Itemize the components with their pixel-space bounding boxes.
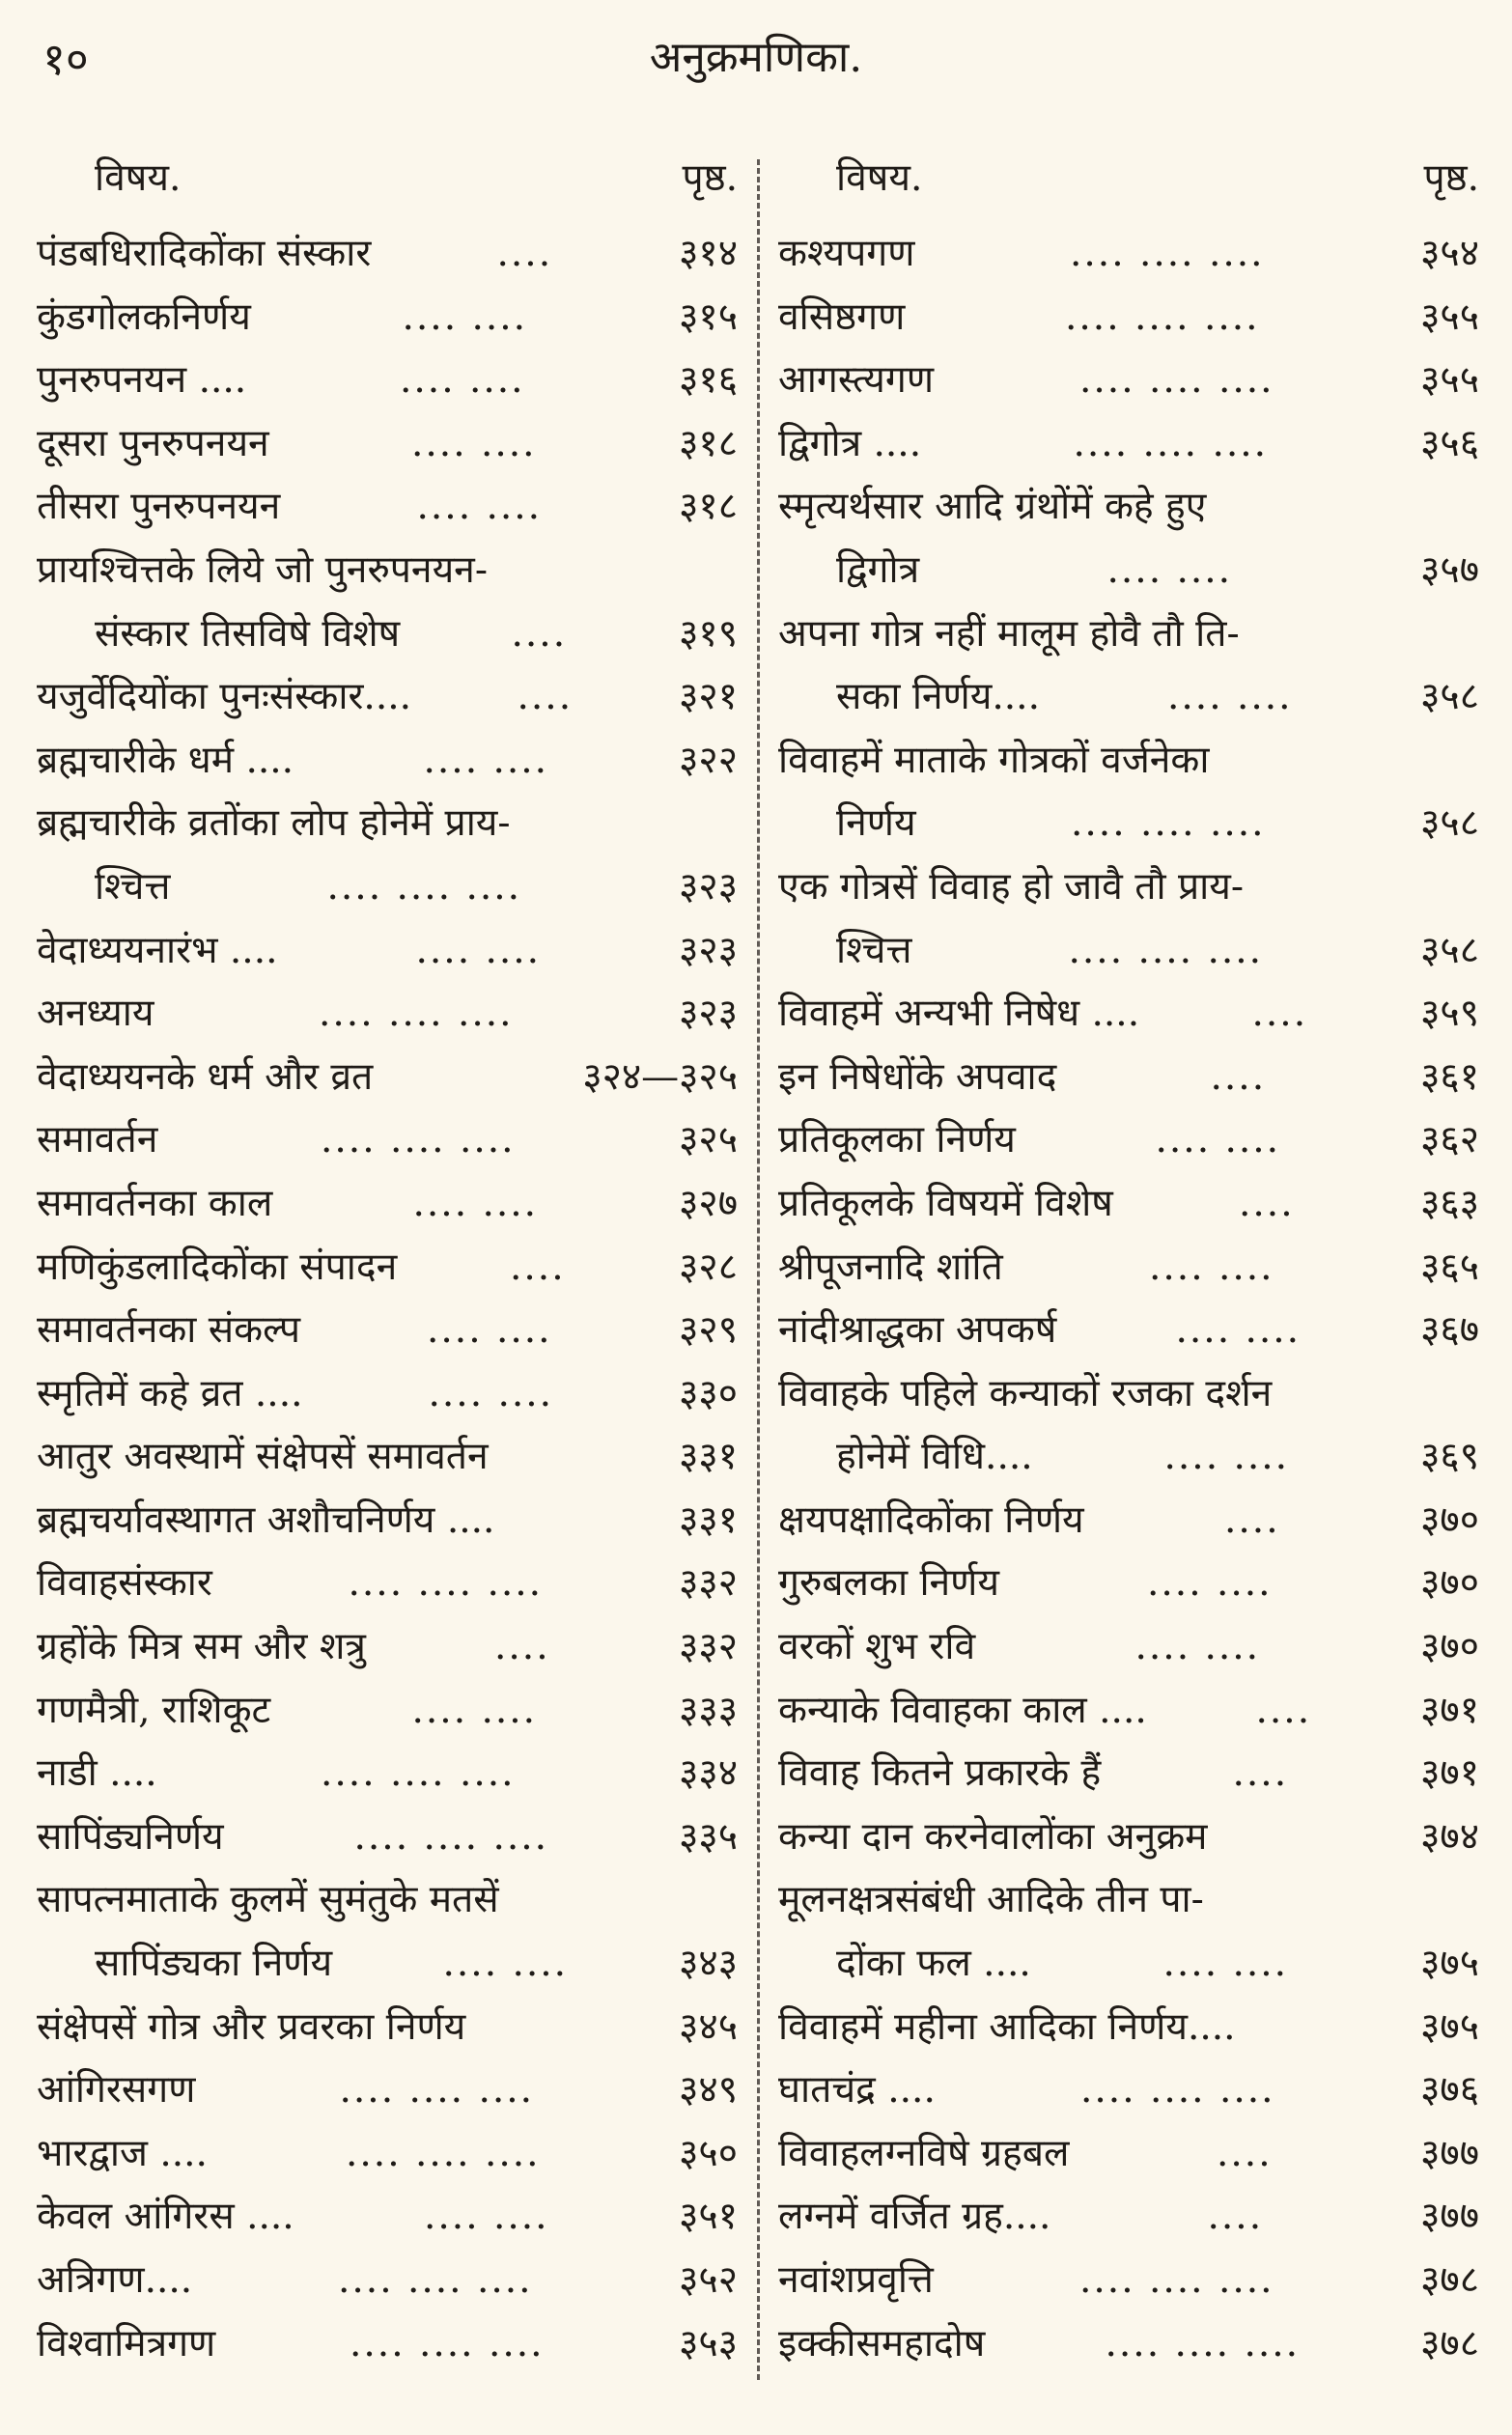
- entry-page-number: ३१५: [679, 294, 738, 339]
- entry-page-number: ३३०: [679, 1371, 738, 1415]
- dot-leader: .... ....: [1163, 1435, 1290, 1479]
- entry-page-number: ३४३: [679, 1942, 738, 1986]
- dot-leader: ....: [1239, 1181, 1295, 1225]
- entry-page-number: ३३१: [679, 1497, 738, 1542]
- dot-leader: .... .... ....: [321, 1751, 516, 1796]
- entry-page-number: ३७८: [1420, 2258, 1479, 2302]
- entry-title: वेदाध्ययनके धर्म और व्रत: [37, 1054, 374, 1099]
- index-entry: [778, 1552, 1483, 1615]
- index-entry: [778, 1299, 1483, 1362]
- entry-title: श्चित्त: [836, 928, 912, 972]
- entry-page-number: ३१८: [679, 421, 738, 465]
- dot-leader: .... .... ....: [346, 2131, 541, 2175]
- index-entry: [778, 475, 1483, 539]
- index-rows: [37, 222, 742, 2375]
- entry-title: विवाहलग्नविषे ग्रहबल: [778, 2131, 1070, 2175]
- index-entry: [37, 1932, 742, 1996]
- entry-page-number: ३२२: [679, 738, 738, 782]
- subject-heading: विषय.: [836, 156, 923, 200]
- dot-leader: ....: [511, 611, 568, 656]
- entry-title: ब्रह्मचर्यावस्थागत अशौचनिर्णय ....: [37, 1497, 495, 1542]
- index-entry: [778, 2058, 1483, 2122]
- entry-page-number: ३३२: [679, 1625, 738, 1669]
- entry-title: विवाहमें माताके गोत्रकों वर्जनेका: [778, 738, 1210, 782]
- dot-leader: .... ....: [402, 294, 528, 339]
- index-entry: [778, 412, 1483, 476]
- entry-title: सापिंड्यका निर्णय: [95, 1942, 333, 1986]
- entry-page-number: ३५६: [1420, 421, 1479, 465]
- index-entry: [37, 919, 742, 983]
- index-column-left: [37, 145, 742, 2375]
- entry-page-number: ३७१: [1420, 1688, 1479, 1732]
- entry-title: अनध्याय: [37, 992, 154, 1036]
- entry-page-number: ३२९: [679, 1308, 738, 1353]
- entry-title: कश्यपगण: [778, 232, 915, 275]
- index-entry: [37, 792, 742, 855]
- index-entry: [37, 1172, 742, 1236]
- entry-page-number: ३७०: [1420, 1561, 1479, 1606]
- dot-leader: .... .... ....: [1105, 2321, 1301, 2365]
- page-heading: पृष्ठ.: [682, 156, 738, 200]
- entry-page-number: ३७४: [1420, 1814, 1479, 1859]
- dot-leader: .... ....: [428, 1371, 554, 1415]
- index-entry: [778, 2122, 1483, 2186]
- dot-leader: .... ....: [416, 485, 543, 529]
- entry-page-number: ३६७: [1420, 1308, 1479, 1353]
- index-entry: [37, 982, 742, 1046]
- dot-leader: .... .... ....: [353, 1814, 549, 1859]
- entry-title: लग्नमें वर्जित ग्रह....: [778, 2195, 1051, 2239]
- dot-leader: .... ....: [412, 1181, 539, 1225]
- dot-leader: .... .... ....: [1071, 801, 1266, 846]
- entry-title: दोंका फल ....: [836, 1942, 1031, 1986]
- entry-title: द्विगोत्र ....: [778, 421, 922, 465]
- subject-heading: विषय.: [95, 156, 182, 200]
- entry-title: संक्षेपसें गोत्र और प्रवरका निर्णय: [37, 2004, 466, 2049]
- dot-leader: .... .... ....: [1068, 928, 1264, 972]
- entry-page-number: ३५८: [1420, 801, 1479, 846]
- entry-title: आगस्त्यगण: [778, 358, 935, 403]
- dot-leader: .... .... ....: [1065, 294, 1260, 339]
- dot-leader: .... ....: [1167, 675, 1293, 719]
- entry-title: वसिष्ठगण: [778, 294, 906, 339]
- index-entry: [37, 349, 742, 412]
- index-entry: [37, 539, 742, 602]
- entry-title: गणमैत्री, राशिकूट: [37, 1688, 271, 1732]
- entry-title: श्चित्त: [95, 864, 171, 909]
- dot-leader: .... ....: [1162, 1942, 1289, 1986]
- entry-title: मणिकुंडलादिकोंका संपादन: [37, 1245, 398, 1289]
- index-entry: [778, 1172, 1483, 1236]
- entry-page-number: ३६५: [1420, 1245, 1479, 1289]
- entry-page-number: ३६९: [1420, 1435, 1479, 1479]
- index-entry: [37, 2249, 742, 2312]
- index-entry: [778, 982, 1483, 1046]
- entry-title: घातचंद्र ....: [778, 2068, 936, 2113]
- entry-title: भारद्वाज ....: [37, 2131, 208, 2175]
- page-heading: पृष्ठ.: [1423, 156, 1479, 200]
- entry-page-number: ३५३: [679, 2321, 738, 2365]
- entry-title: तीसरा पुनरुपनयन: [37, 485, 281, 529]
- index-entry: [37, 1552, 742, 1615]
- entry-page-number: ३२५: [679, 1118, 738, 1162]
- entry-page-number: ३७५: [1420, 2004, 1479, 2049]
- index-entry: [37, 1615, 742, 1679]
- dot-leader: .... ....: [411, 421, 537, 465]
- entry-title: समावर्तनका संकल्प: [37, 1308, 300, 1353]
- dot-leader: ....: [1207, 2195, 1264, 2239]
- dot-leader: .... ....: [1155, 1118, 1281, 1162]
- index-entry: [778, 1805, 1483, 1869]
- index-entry: [37, 475, 742, 539]
- index-entry: [778, 1996, 1483, 2059]
- entry-title: क्षयपक्षादिकोंका निर्णय: [778, 1497, 1084, 1542]
- dot-leader: .... .... ....: [1073, 421, 1269, 465]
- index-entry: [778, 665, 1483, 729]
- entry-page-number: ३७६: [1420, 2068, 1479, 2113]
- index-entry: [37, 602, 742, 666]
- entry-title: इक्कीसमहादोष: [778, 2321, 986, 2365]
- entry-page-number: ३३२: [679, 1561, 738, 1606]
- entry-title: विवाह कितने प्रकारके हैं: [778, 1751, 1102, 1796]
- entry-title: एक गोत्रसें विवाह हो जावै तौ प्राय-: [778, 864, 1245, 909]
- column-header: [778, 145, 1483, 201]
- entry-page-number: ३५८: [1420, 928, 1479, 972]
- index-entry: [778, 1362, 1483, 1426]
- entry-title: द्विगोत्र: [836, 547, 920, 592]
- entry-title: विश्वामित्रगण: [37, 2321, 216, 2365]
- entry-title: विवाहमें अन्यभी निषेध ....: [778, 992, 1140, 1036]
- dot-leader: ....: [494, 1625, 550, 1669]
- index-entry: [778, 1932, 1483, 1996]
- index-entry: [37, 1236, 742, 1300]
- entry-page-number: ३२८: [679, 1245, 738, 1289]
- entry-title: आतुर अवस्थामें संक्षेपसें समावर्तन: [37, 1435, 489, 1479]
- index-entry: [37, 855, 742, 919]
- entry-title: अत्रिगण....: [37, 2258, 193, 2302]
- dot-leader: .... .... ....: [321, 1118, 516, 1162]
- entry-page-number: ३४९: [679, 2068, 738, 2113]
- entry-page-number: ३२७: [679, 1181, 738, 1225]
- index-entry: [37, 2312, 742, 2376]
- dot-leader: .... .... ....: [1080, 2068, 1275, 2113]
- entry-title: अपना गोत्र नहीं मालूम होवै तौ ति-: [778, 611, 1240, 656]
- entry-page-number: ३५२: [679, 2258, 738, 2302]
- entry-title: सका निर्णय....: [836, 675, 1040, 719]
- entry-title: मूलनक्षत्रसंबंधी आदिके तीन पा-: [778, 1878, 1204, 1922]
- dot-leader: .... .... ....: [1070, 232, 1265, 275]
- entry-page-number: ३७०: [1420, 1497, 1479, 1542]
- entry-page-number: ३४५: [679, 2004, 738, 2049]
- index-entry: [37, 665, 742, 729]
- entry-page-number: ३३५: [679, 1814, 738, 1859]
- entry-title: विवाहमें महीना आदिका निर्णय....: [778, 2004, 1236, 2049]
- entry-page-number: ३६१: [1420, 1054, 1479, 1099]
- entry-title: संस्कार तिसविषे विशेष: [95, 611, 401, 656]
- dot-leader: ....: [1224, 1497, 1280, 1542]
- index-entry: [37, 1489, 742, 1553]
- index-entry: [778, 1046, 1483, 1109]
- index-entry: [37, 1805, 742, 1869]
- entry-title: विवाहके पहिले कन्याकों रजका दर्शन: [778, 1371, 1273, 1415]
- dot-leader: .... ....: [1175, 1308, 1302, 1353]
- index-entry: [778, 286, 1483, 350]
- index-entry: [37, 286, 742, 350]
- index-entry: [778, 1425, 1483, 1489]
- entry-title: कन्याके विवाहका काल ....: [778, 1688, 1147, 1732]
- entry-title: नांदीश्राद्धका अपकर्ष: [778, 1308, 1057, 1353]
- dot-leader: .... ....: [415, 928, 542, 972]
- dot-leader: .... .... ....: [1079, 358, 1274, 403]
- index-entry: [37, 1108, 742, 1172]
- entry-title: निर्णय: [836, 801, 916, 846]
- entry-page-number: ३५१: [679, 2195, 738, 2239]
- dot-leader: .... ....: [424, 2195, 549, 2239]
- index-entry: [37, 1679, 742, 1743]
- index-entry: [37, 1868, 742, 1932]
- entry-page-number: ३७१: [1420, 1751, 1479, 1796]
- dot-leader: .... .... ....: [1079, 2258, 1274, 2302]
- entry-title: प्रायश्चित्तके लिये जो पुनरुपनयन-: [37, 547, 489, 592]
- index-entry: [37, 1046, 742, 1109]
- index-entry: [778, 792, 1483, 855]
- dot-leader: .... .... ....: [338, 2258, 533, 2302]
- dot-leader: .... .... ....: [339, 2068, 535, 2113]
- index-entry: [778, 222, 1483, 286]
- entry-title: इन निषेधोंके अपवाद: [778, 1054, 1057, 1099]
- index-entry: [778, 1868, 1483, 1932]
- dot-leader: ....: [1251, 992, 1308, 1036]
- index-entry: [37, 729, 742, 793]
- entry-title: केवल आंगिरस ....: [37, 2195, 294, 2239]
- entry-page-number: ३२३: [679, 992, 738, 1036]
- entry-title: विवाहसंस्कार: [37, 1561, 212, 1606]
- index-entry: [778, 1679, 1483, 1743]
- index-entry: [37, 1362, 742, 1426]
- entry-title: वरकों शुभ रवि: [778, 1625, 976, 1669]
- entry-title: दूसरा पुनरुपनयन: [37, 421, 269, 465]
- index-column-right: [778, 145, 1483, 2375]
- entry-page-number: ३३१: [679, 1435, 738, 1479]
- entry-title: समावर्तनका काल: [37, 1181, 273, 1225]
- dot-leader: .... ....: [400, 358, 525, 403]
- index-entry: [37, 1299, 742, 1362]
- entry-page-number: ३२४—३२५: [582, 1054, 738, 1099]
- entry-title: स्मृत्यर्थसार आदि ग्रंथोंमें कहे हुए: [778, 485, 1207, 529]
- page-number: १०: [42, 33, 89, 85]
- entry-page-number: ३३४: [679, 1751, 738, 1796]
- entry-page-number: ३७५: [1420, 1942, 1479, 1986]
- entry-page-number: ३५५: [1420, 294, 1479, 339]
- entry-title: कन्या दान करनेवालोंका अनुक्रम: [778, 1814, 1208, 1859]
- dot-leader: .... ....: [1149, 1245, 1274, 1289]
- dot-leader: .... ....: [1106, 547, 1233, 592]
- entry-title: पंडबधिरादिकोंका संस्कार: [37, 232, 372, 275]
- entry-page-number: ३१८: [679, 485, 738, 529]
- entry-title: नवांशप्रवृत्ति: [778, 2258, 934, 2302]
- entry-title: ब्रह्मचारीके व्रतोंका लोप होनेमें प्राय-: [37, 801, 511, 846]
- entry-page-number: ३५०: [679, 2131, 738, 2175]
- dot-leader: .... ....: [442, 1942, 569, 1986]
- index-entry: [37, 2122, 742, 2186]
- index-entry: [37, 222, 742, 286]
- dot-leader: .... ....: [423, 738, 549, 782]
- dot-leader: .... .... ....: [350, 2321, 545, 2365]
- entry-page-number: ३१९: [679, 611, 738, 656]
- index-entry: [778, 539, 1483, 602]
- running-head-title: अनुक्रमणिका.: [649, 33, 863, 82]
- entry-title: आंगिरसगण: [37, 2068, 196, 2113]
- entry-page-number: ३१४: [679, 232, 738, 275]
- entry-title: ग्रहोंके मित्र सम और शत्रु: [37, 1625, 366, 1669]
- dot-leader: .... ....: [427, 1308, 552, 1353]
- index-entry: [778, 1108, 1483, 1172]
- column-divider: [757, 159, 760, 2380]
- index-entry: [778, 602, 1483, 666]
- entry-page-number: ३७७: [1420, 2131, 1479, 2175]
- dot-leader: ....: [510, 1245, 566, 1289]
- entry-title: पुनरुपनयन ....: [37, 358, 247, 403]
- index-entry: [778, 1489, 1483, 1553]
- entry-page-number: ३२३: [679, 864, 738, 909]
- entry-title: स्मृतिमें कहे व्रत ....: [37, 1371, 303, 1415]
- entry-page-number: ३५७: [1420, 547, 1479, 592]
- index-entry: [37, 2058, 742, 2122]
- entry-title: सापिंड्यनिर्णय: [37, 1814, 224, 1859]
- index-entry: [778, 1742, 1483, 1805]
- entry-page-number: ३७८: [1420, 2321, 1479, 2365]
- dot-leader: .... .... ....: [319, 992, 514, 1036]
- entry-page-number: ३२१: [679, 675, 738, 719]
- index-entry: [778, 2185, 1483, 2249]
- index-entry: [37, 1996, 742, 2059]
- entry-page-number: ३१६: [679, 358, 738, 403]
- dot-leader: ....: [1210, 1054, 1267, 1099]
- index-entry: [37, 412, 742, 476]
- index-entry: [37, 1425, 742, 1489]
- column-header: [37, 145, 742, 201]
- entry-page-number: ३५५: [1420, 358, 1479, 403]
- entry-title: नाडी ....: [37, 1751, 157, 1796]
- entry-page-number: ३७०: [1420, 1625, 1479, 1669]
- dot-leader: ....: [1217, 2131, 1273, 2175]
- entry-page-number: ३३३: [679, 1688, 738, 1732]
- entry-title: ब्रह्मचारीके धर्म ....: [37, 738, 294, 782]
- entry-title: प्रतिकूलके विषयमें विशेष: [778, 1181, 1113, 1225]
- index-entry: [778, 2312, 1483, 2376]
- entry-title: गुरुबलका निर्णय: [778, 1561, 1000, 1606]
- index-entry: [37, 2185, 742, 2249]
- entry-title: समावर्तन: [37, 1118, 158, 1162]
- index-entry: [778, 1615, 1483, 1679]
- entry-title: कुंडगोलकनिर्णय: [37, 294, 251, 339]
- index-entry: [778, 349, 1483, 412]
- dot-leader: ....: [1232, 1751, 1289, 1796]
- index-entry: [778, 919, 1483, 983]
- dot-leader: .... ....: [1147, 1561, 1273, 1606]
- dot-leader: .... ....: [1134, 1625, 1261, 1669]
- entry-title: वेदाध्ययनारंभ ....: [37, 928, 278, 972]
- entry-title: होनेमें विधि....: [836, 1435, 1033, 1479]
- dot-leader: ....: [1255, 1688, 1312, 1732]
- dot-leader: ....: [517, 675, 574, 719]
- index-entry: [778, 1236, 1483, 1300]
- index-rows: [778, 222, 1483, 2375]
- entry-title: यजुर्वेदियोंका पुनःसंस्कार....: [37, 675, 412, 719]
- dot-leader: .... .... ....: [326, 864, 522, 909]
- index-entry: [778, 2249, 1483, 2312]
- dot-leader: .... .... ....: [348, 1561, 544, 1606]
- entry-page-number: ३२३: [679, 928, 738, 972]
- entry-page-number: ३७७: [1420, 2195, 1479, 2239]
- entry-page-number: ३५८: [1420, 675, 1479, 719]
- dot-leader: .... ....: [411, 1688, 538, 1732]
- entry-title: श्रीपूजनादि शांति: [778, 1245, 1003, 1289]
- index-entry: [778, 729, 1483, 793]
- index-entry: [778, 855, 1483, 919]
- entry-title: प्रतिकूलका निर्णय: [778, 1118, 1016, 1162]
- entry-page-number: ३५९: [1420, 992, 1479, 1036]
- entry-page-number: ३५४: [1420, 232, 1479, 275]
- entry-title: सापत्नमाताके कुलमें सुमंतुके मतसें: [37, 1878, 499, 1922]
- entry-page-number: ३६३: [1420, 1181, 1479, 1225]
- entry-page-number: ३६२: [1420, 1118, 1479, 1162]
- index-entry: [37, 1742, 742, 1805]
- dot-leader: ....: [496, 232, 553, 275]
